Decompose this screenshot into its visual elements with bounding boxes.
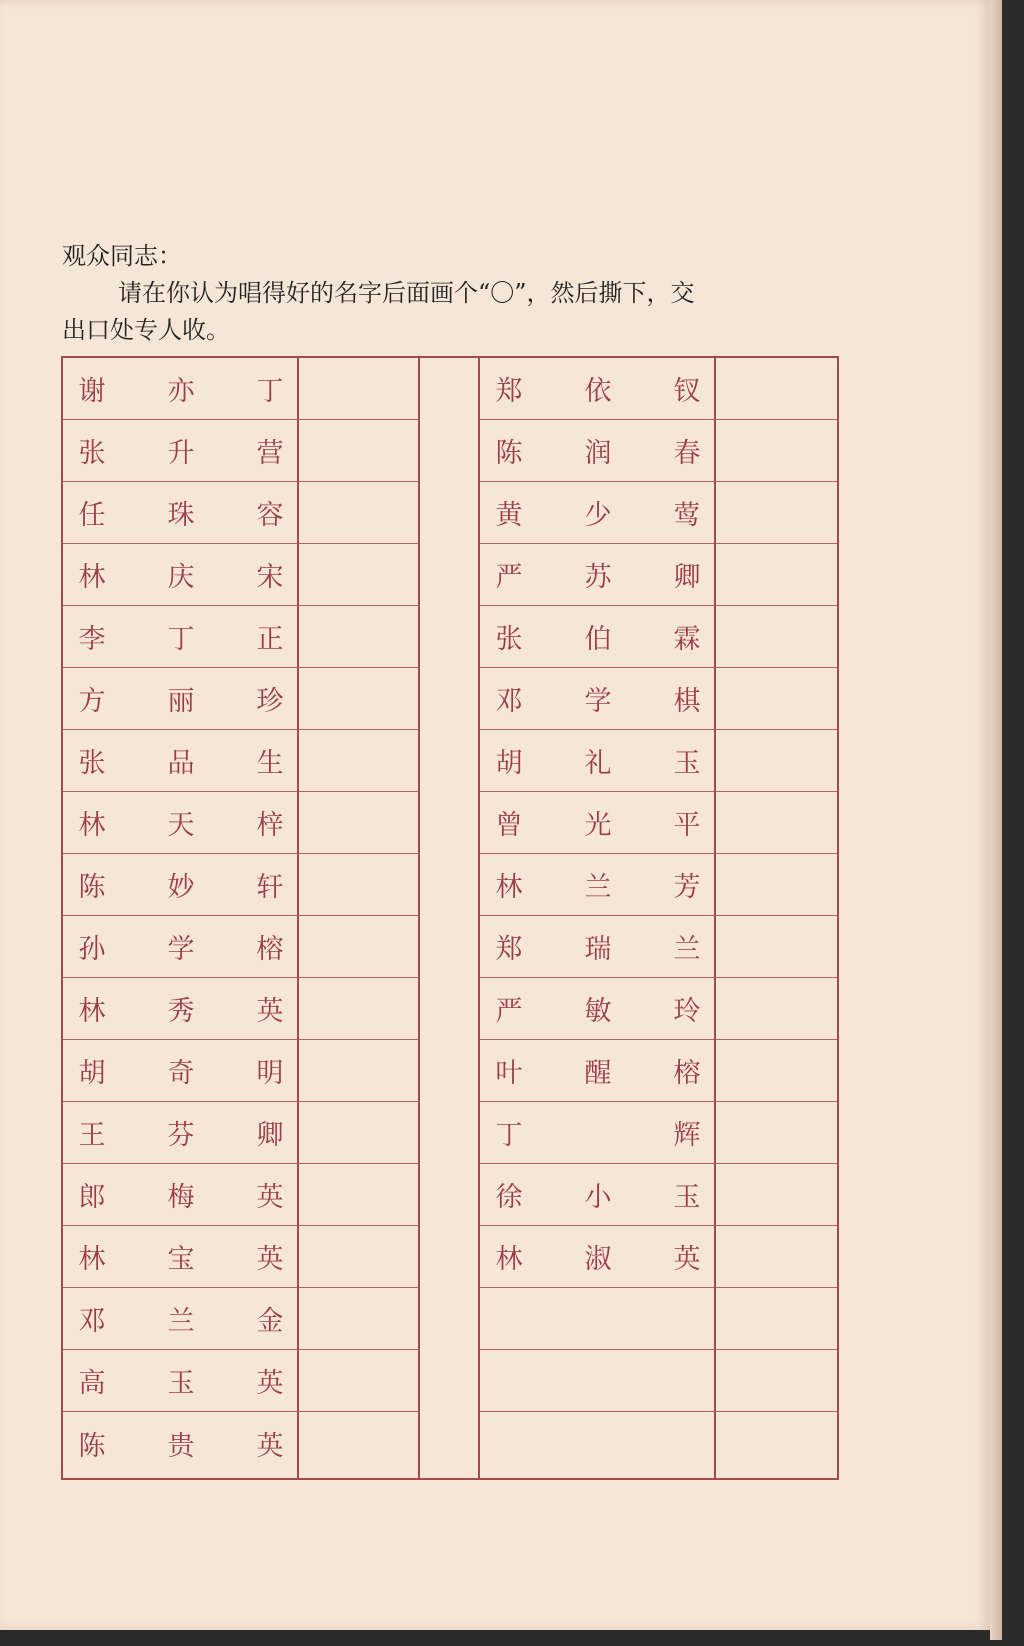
name-char: 林 [78,996,106,1027]
name-row [63,1164,297,1226]
name-char: 兰 [167,1306,195,1337]
mark-cell[interactable] [716,420,837,482]
name-row [480,1040,714,1102]
mark-cell[interactable] [299,1288,418,1350]
name-char: 英 [256,1182,284,1213]
mark-cell[interactable] [299,1164,418,1226]
mark-cell[interactable] [299,606,418,668]
name-char: 辉 [673,1120,701,1151]
name-char: 林 [78,1244,106,1275]
name-char: 生 [256,748,284,779]
name-char: 高 [78,1368,106,1399]
name-char: 陈 [78,1430,106,1462]
name-char: 英 [673,1244,701,1275]
name-char: 品 [167,748,195,779]
mark-cell[interactable] [716,978,837,1040]
mark-cell[interactable] [299,1226,418,1288]
center-gutter [420,358,480,1478]
name-char: 容 [256,500,284,531]
name-char: 奇 [167,1058,195,1089]
name-row [480,1412,714,1474]
name-char: 方 [78,686,106,717]
name-char: 学 [167,934,195,965]
name-char: 林 [495,1244,523,1275]
name-char: 英 [256,996,284,1027]
mark-cell[interactable] [716,358,837,420]
name-char: 瑞 [584,934,612,965]
name-row [63,1412,297,1474]
name-char: 英 [256,1430,284,1462]
mark-cell[interactable] [716,730,837,792]
name-char: 郑 [495,934,523,965]
name-char: 伯 [584,624,612,655]
mark-cell[interactable] [299,1102,418,1164]
right-mark-column [716,358,837,1478]
name-char: 玉 [673,1182,701,1213]
mark-cell[interactable] [716,854,837,916]
name-char: 王 [78,1120,106,1151]
mark-cell[interactable] [299,792,418,854]
name-char: 孙 [78,934,106,965]
name-char: 学 [584,686,612,717]
name-char: 丽 [167,686,195,717]
name-char: 春 [673,438,701,469]
mark-cell[interactable] [299,1040,418,1102]
name-char: 谢 [78,376,106,407]
name-char: 榕 [256,934,284,965]
name-row [480,1350,714,1412]
name-char: 礼 [584,748,612,779]
name-row [63,482,297,544]
mark-cell[interactable] [716,916,837,978]
name-char: 严 [495,562,523,593]
name-char: 李 [78,624,106,655]
mark-cell[interactable] [299,1350,418,1412]
mark-cell[interactable] [716,668,837,730]
name-row [480,482,714,544]
mark-cell[interactable] [299,916,418,978]
name-char: 严 [495,996,523,1027]
name-char: 陈 [78,872,106,903]
name-row [480,358,714,420]
name-char: 榕 [673,1058,701,1089]
name-char: 天 [167,810,195,841]
name-row [63,420,297,482]
mark-cell[interactable] [716,792,837,854]
name-row [63,1040,297,1102]
name-char: 梅 [167,1182,195,1213]
ballot-table [61,356,839,1480]
mark-cell[interactable] [299,482,418,544]
name-char: 宋 [256,562,284,593]
name-char: 醒 [584,1058,612,1089]
name-row [480,916,714,978]
mark-cell[interactable] [299,730,418,792]
name-char: 黄 [495,500,523,531]
name-char: 正 [256,624,284,655]
name-row [63,916,297,978]
name-char: 英 [256,1244,284,1275]
left-names-column [63,358,299,1478]
mark-cell[interactable] [299,420,418,482]
name-row [480,792,714,854]
name-char: 庆 [167,562,195,593]
mark-cell[interactable] [299,978,418,1040]
name-char: 郑 [495,376,523,407]
name-char: 珠 [167,500,195,531]
name-char: 少 [584,500,612,531]
name-row [63,1226,297,1288]
name-char: 玲 [673,996,701,1027]
name-char: 丁 [167,624,195,655]
mark-cell[interactable] [299,854,418,916]
name-char: 芳 [673,872,701,903]
mark-cell[interactable] [716,1412,837,1474]
name-row [480,1226,714,1288]
name-char: 卿 [673,562,701,593]
name-char: 郎 [78,1182,106,1213]
salutation: 观众同志： [62,242,182,270]
name-char: 张 [495,624,523,655]
name-char: 曾 [495,810,523,841]
right-names-column [480,358,716,1478]
name-row [63,792,297,854]
name-row [480,668,714,730]
name-char: 珍 [256,686,284,717]
name-row [63,978,297,1040]
name-char: 邓 [495,686,523,717]
name-char: 叶 [495,1058,523,1089]
name-row [63,544,297,606]
name-char: 钗 [673,376,701,407]
name-row [63,1288,297,1350]
name-char: 光 [584,810,612,841]
name-char: 小 [584,1182,612,1213]
name-char: 苏 [584,562,612,593]
name-char: 林 [78,562,106,593]
name-row [63,730,297,792]
left-mark-column [299,358,420,1478]
mark-cell[interactable] [716,606,837,668]
name-char: 依 [584,376,612,407]
name-row [63,1350,297,1412]
name-char: 张 [78,438,106,469]
name-row [63,606,297,668]
instruction-line-2: 出口处专人收。 [62,316,230,344]
mark-cell[interactable] [299,668,418,730]
mark-cell[interactable] [716,1350,837,1412]
name-char: 张 [78,748,106,779]
mark-cell[interactable] [716,482,837,544]
name-row [63,668,297,730]
name-char: 林 [495,872,523,903]
name-char: 贵 [167,1430,195,1462]
name-char: 妙 [167,872,195,903]
name-row [480,730,714,792]
mark-cell[interactable] [716,1102,837,1164]
name-row [63,854,297,916]
name-char: 芬 [167,1120,195,1151]
name-char: 胡 [495,748,523,779]
name-char: 金 [256,1306,284,1337]
name-row [63,358,297,420]
mark-cell[interactable] [716,1226,837,1288]
name-row [480,1288,714,1350]
name-char: 平 [673,810,701,841]
name-row [480,978,714,1040]
name-char: 胡 [78,1058,106,1089]
name-char: 亦 [167,376,195,407]
name-char: 明 [256,1058,284,1089]
name-char: 莺 [673,500,701,531]
instructions [62,238,852,349]
name-char: 丁 [495,1120,523,1151]
name-row [480,420,714,482]
name-char: 淑 [584,1244,612,1275]
name-row [480,1102,714,1164]
name-char: 升 [167,438,195,469]
name-char: 卿 [256,1120,284,1151]
mark-cell[interactable] [716,1164,837,1226]
name-char: 丁 [256,376,284,407]
name-row [480,606,714,668]
name-char: 玉 [673,748,701,779]
mark-cell[interactable] [299,1412,418,1474]
name-char: 玉 [167,1368,195,1399]
name-char: 林 [78,810,106,841]
mark-cell[interactable] [716,1040,837,1102]
name-char: 徐 [495,1182,523,1213]
name-char: 棋 [673,686,701,717]
name-char: 梓 [256,810,284,841]
name-row [480,854,714,916]
page-edge [990,0,1002,1640]
mark-cell[interactable] [716,544,837,606]
mark-cell[interactable] [299,358,418,420]
mark-cell[interactable] [299,544,418,606]
name-char: 英 [256,1368,284,1399]
name-char: 兰 [673,934,701,965]
name-char: 陈 [495,438,523,469]
name-row [63,1102,297,1164]
name-char: 润 [584,438,612,469]
name-char: 秀 [167,996,195,1027]
name-char: 兰 [584,872,612,903]
name-char: 营 [256,438,284,469]
name-char: 任 [78,500,106,531]
mark-cell[interactable] [716,1288,837,1350]
name-char: 敏 [584,996,612,1027]
name-row [480,1164,714,1226]
name-char: 轩 [256,872,284,903]
instruction-line-1: 请在你认为唱得好的名字后面画个“〇”，然后撕下，交 [118,279,695,307]
name-row [480,544,714,606]
name-char: 霖 [673,624,701,655]
name-char: 宝 [167,1244,195,1275]
name-char: 邓 [78,1306,106,1337]
